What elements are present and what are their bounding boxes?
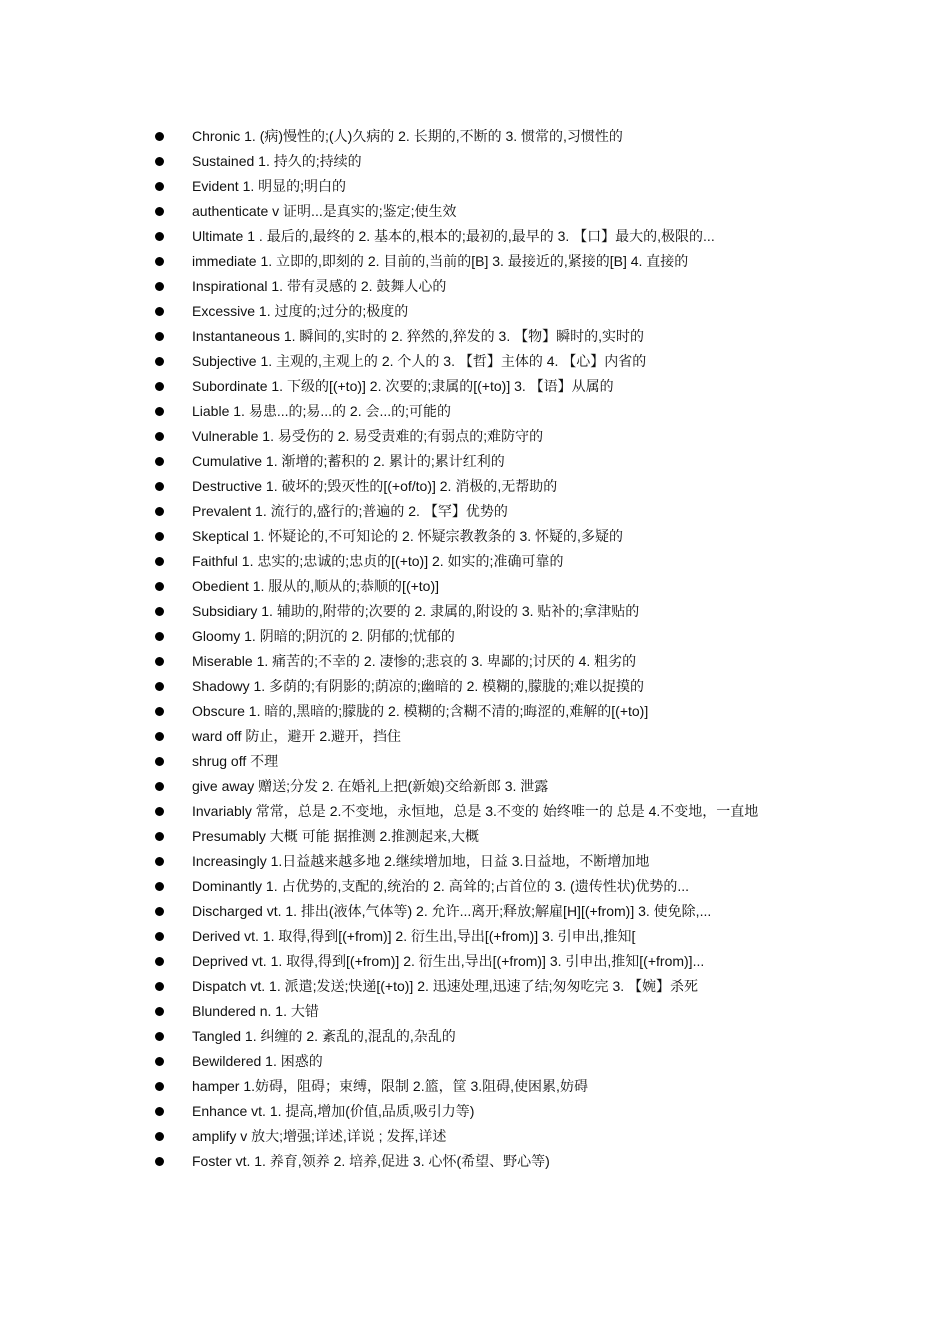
list-item (155, 1024, 915, 1049)
list-item (155, 1049, 915, 1074)
vocab-entry-text: Liable 1. 易患...的;易...的 2. 会...的;可能的 (192, 403, 452, 419)
list-item (155, 774, 915, 799)
vocab-entry-text: immediate 1. 立即的,即刻的 2. 目前的,当前的[B] 3. 最接近的,紧接的[B] 4. 直接的 (192, 253, 689, 269)
bullet-icon (155, 507, 164, 516)
list-item (155, 824, 915, 849)
vocab-entry-text: Blundered n. 1. 大错 (192, 1003, 319, 1019)
bullet-icon (155, 232, 164, 241)
vocab-entry-text: Subjective 1. 主观的,主观上的 2. 个人的 3. 【哲】主体的 4. 【心】内省的 (192, 353, 647, 369)
vocab-entry-text: Derived vt. 1. 取得,得到[(+from)] 2. 衍生出,导出[(+from)] 3. 引申出,推知[ (192, 928, 636, 944)
bullet-icon (155, 607, 164, 616)
vocab-entry-text: hamper 1.妨碍，阻碍；束缚，限制 2.篮，筐 3.阻碍,使困累,妨碍 (192, 1078, 588, 1094)
list-item (155, 849, 915, 874)
list-item (155, 249, 915, 274)
bullet-icon (155, 707, 164, 716)
list-item (155, 999, 915, 1024)
vocab-entry-text: Destructive 1. 破坏的;毁灭性的[(+of/to)] 2. 消极的,无帮助的 (192, 478, 558, 494)
bullet-icon (155, 1132, 164, 1141)
list-item (155, 499, 915, 524)
list-item (155, 374, 915, 399)
bullet-icon (155, 757, 164, 766)
bullet-icon (155, 1157, 164, 1166)
vocab-entry-text: Dominantly 1. 占优势的,支配的,统治的 2. 高耸的;占首位的 3. (遗传性状)优势的... (192, 878, 690, 894)
list-item (155, 599, 915, 624)
vocab-entry-text: Instantaneous 1. 瞬间的,实时的 2. 猝然的,猝发的 3. 【物】瞬时的,实时的 (192, 328, 644, 344)
vocab-entry-text: Deprived vt. 1. 取得,得到[(+from)] 2. 衍生出,导出[(+from)] 3. 引申出,推知[(+from)]... (192, 953, 705, 969)
vocab-entry-text: Discharged vt. 1. 排出(液体,气体等) 2. 允许...离开;释放;解雇[H][(+from)] 3. 使免除,... (192, 903, 712, 919)
vocab-entry-text: amplify v 放大;增强;详述,详说 ; 发挥,详述 (192, 1128, 447, 1144)
vocab-entry-text: Enhance vt. 1. 提高,增加(价值,品质,吸引力等) (192, 1103, 475, 1119)
bullet-icon (155, 1082, 164, 1091)
bullet-icon (155, 582, 164, 591)
list-item (155, 399, 915, 424)
vocab-entry-text: ward off 防止，避开 2.避开，挡住 (192, 728, 402, 744)
list-item (155, 549, 915, 574)
list-item (155, 799, 915, 824)
vocab-entry-text: Miserable 1. 痛苦的;不幸的 2. 凄惨的;悲哀的 3. 卑鄙的;讨厌的 4. 粗劣的 (192, 653, 637, 669)
list-item (155, 924, 915, 949)
vocab-entry-text: Vulnerable 1. 易受伤的 2. 易受责难的;有弱点的;难防守的 (192, 428, 544, 444)
vocab-entry-text: Prevalent 1. 流行的,盛行的;普遍的 2. 【罕】优势的 (192, 503, 508, 519)
vocab-entry-text: Sustained 1. 持久的;持续的 (192, 153, 362, 169)
vocab-entry-text: Evident 1. 明显的;明白的 (192, 178, 347, 194)
list-item (155, 199, 915, 224)
bullet-icon (155, 407, 164, 416)
list-item (155, 724, 915, 749)
bullet-icon (155, 882, 164, 891)
list-item (155, 424, 915, 449)
list-item (155, 474, 915, 499)
bullet-icon (155, 132, 164, 141)
vocab-entry-text: Invariably 常常，总是 2.不变地，永恒地，总是 3.不变的 始终唯一的 总是 4.不变地，一直地 (192, 803, 759, 819)
vocabulary-list (155, 124, 915, 1174)
list-item (155, 1074, 915, 1099)
bullet-icon (155, 157, 164, 166)
vocab-entry-text: Ultimate 1 . 最后的,最终的 2. 基本的,根本的;最初的,最早的 3. 【口】最大的,极限的... (192, 228, 715, 244)
list-item (155, 299, 915, 324)
bullet-icon (155, 982, 164, 991)
list-item (155, 624, 915, 649)
vocab-entry-text: Increasingly 1.日益越来越多地 2.继续增加地，日益 3.日益地，不断增加地 (192, 853, 650, 869)
vocab-entry-text: Excessive 1. 过度的;过分的;极度的 (192, 303, 409, 319)
bullet-icon (155, 907, 164, 916)
list-item (155, 874, 915, 899)
vocab-entry-text: Skeptical 1. 怀疑论的,不可知论的 2. 怀疑宗教教条的 3. 怀疑的,多疑的 (192, 528, 623, 544)
bullet-icon (155, 782, 164, 791)
vocab-entry-text: Foster vt. 1. 养育,领养 2. 培养,促进 3. 心怀(希望、野心等) (192, 1153, 550, 1169)
vocab-entry-text: give away 赠送;分发 2. 在婚礼上把(新娘)交给新郎 3. 泄露 (192, 778, 549, 794)
vocab-entry-text: Dispatch vt. 1. 派遣;发送;快递[(+to)] 2. 迅速处理,迅速了结;匆匆吃完 3. 【婉】杀死 (192, 978, 699, 994)
bullet-icon (155, 182, 164, 191)
bullet-icon (155, 632, 164, 641)
bullet-icon (155, 557, 164, 566)
list-item (155, 174, 915, 199)
list-item (155, 699, 915, 724)
bullet-icon (155, 532, 164, 541)
bullet-icon (155, 682, 164, 691)
list-item (155, 574, 915, 599)
list-item (155, 974, 915, 999)
vocab-entry-text: Subsidiary 1. 辅助的,附带的;次要的 2. 隶属的,附设的 3. 贴补的;拿津贴的 (192, 603, 640, 619)
list-item (155, 674, 915, 699)
bullet-icon (155, 1057, 164, 1066)
vocab-entry-text: Chronic 1. (病)慢性的;(人)久病的 2. 长期的,不断的 3. 惯常的,习惯性的 (192, 128, 623, 144)
bullet-icon (155, 257, 164, 266)
vocab-entry-text: Obedient 1. 服从的,顺从的;恭顺的[(+to)] (192, 578, 440, 594)
bullet-icon (155, 832, 164, 841)
bullet-icon (155, 1032, 164, 1041)
bullet-icon (155, 1007, 164, 1016)
list-item (155, 1149, 915, 1174)
list-item (155, 949, 915, 974)
bullet-icon (155, 932, 164, 941)
bullet-icon (155, 307, 164, 316)
vocab-entry-text: Gloomy 1. 阴暗的;阴沉的 2. 阴郁的;忧郁的 (192, 628, 455, 644)
bullet-icon (155, 457, 164, 466)
vocab-entry-text: shrug off 不理 (192, 753, 279, 769)
vocab-entry-text: Presumably 大概 可能 据推测 2.推测起来,大概 (192, 828, 480, 844)
vocab-entry-text: Subordinate 1. 下级的[(+to)] 2. 次要的;隶属的[(+to)] 3. 【语】从属的 (192, 378, 614, 394)
bullet-icon (155, 332, 164, 341)
bullet-icon (155, 282, 164, 291)
list-item (155, 1099, 915, 1124)
list-item (155, 124, 915, 149)
vocab-entry-text: Faithful 1. 忠实的;忠诚的;忠贞的[(+to)] 2. 如实的;准确可靠的 (192, 553, 564, 569)
bullet-icon (155, 1107, 164, 1116)
bullet-icon (155, 482, 164, 491)
vocab-entry-text: Shadowy 1. 多荫的;有阴影的;荫凉的;幽暗的 2. 模糊的,朦胧的;难以捉摸的 (192, 678, 644, 694)
list-item (155, 899, 915, 924)
list-item (155, 149, 915, 174)
bullet-icon (155, 432, 164, 441)
list-item (155, 749, 915, 774)
list-item (155, 324, 915, 349)
vocab-entry-text: Obscure 1. 暗的,黑暗的;朦胧的 2. 模糊的;含糊不清的;晦涩的,难解的[(+to)] (192, 703, 649, 719)
vocab-entry-text: Inspirational 1. 带有灵感的 2. 鼓舞人心的 (192, 278, 447, 294)
list-item (155, 649, 915, 674)
list-item (155, 224, 915, 249)
list-item (155, 449, 915, 474)
list-item (155, 349, 915, 374)
vocab-entry-text: Cumulative 1. 渐增的;蓄积的 2. 累计的;累计红利的 (192, 453, 505, 469)
vocab-entry-text: authenticate v 证明...是真实的;鉴定;使生效 (192, 203, 457, 219)
vocab-entry-text: Bewildered 1. 困惑的 (192, 1053, 323, 1069)
vocab-entry-text: Tangled 1. 纠缠的 2. 紊乱的,混乱的,杂乱的 (192, 1028, 456, 1044)
list-item (155, 524, 915, 549)
bullet-icon (155, 857, 164, 866)
bullet-icon (155, 382, 164, 391)
bullet-icon (155, 957, 164, 966)
list-item (155, 1124, 915, 1149)
bullet-icon (155, 657, 164, 666)
bullet-icon (155, 807, 164, 816)
bullet-icon (155, 207, 164, 216)
bullet-icon (155, 357, 164, 366)
bullet-icon (155, 732, 164, 741)
list-item (155, 274, 915, 299)
